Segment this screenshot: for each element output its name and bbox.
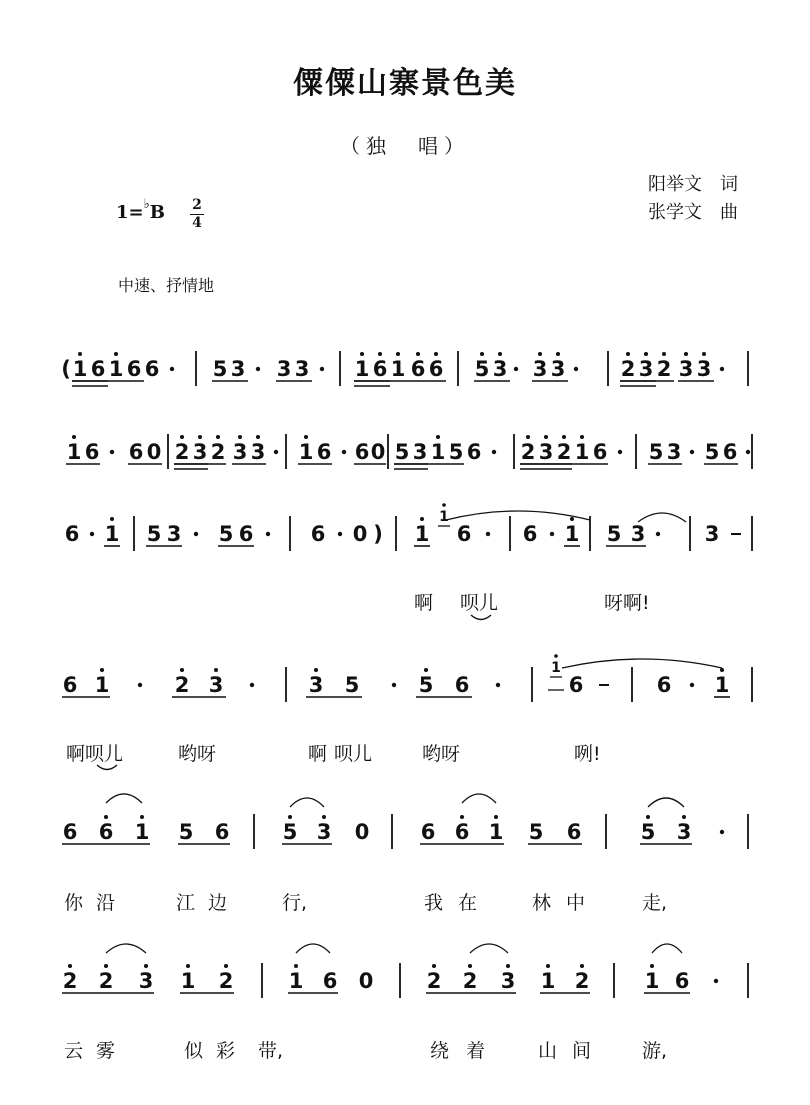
octave-dot-above bbox=[626, 352, 630, 356]
note: 1 bbox=[66, 440, 82, 464]
note: 6 bbox=[144, 357, 160, 381]
note: 1 bbox=[354, 357, 370, 381]
octave-dot-above bbox=[224, 964, 228, 968]
note: 5 bbox=[178, 820, 194, 844]
note: 3 bbox=[638, 357, 654, 381]
note: 1 bbox=[488, 820, 504, 844]
note: 3 bbox=[230, 357, 246, 381]
augmentation-dot bbox=[138, 683, 142, 687]
note: 5 bbox=[218, 522, 234, 546]
note: 5 bbox=[606, 522, 622, 546]
note: 6 bbox=[62, 820, 78, 844]
octave-dot-above bbox=[538, 352, 542, 356]
augmentation-dot bbox=[194, 532, 198, 536]
key-note: B bbox=[149, 202, 165, 223]
note: 3 bbox=[630, 522, 646, 546]
note: 3 bbox=[192, 440, 208, 464]
note: 0 bbox=[358, 969, 374, 993]
note: 6 bbox=[420, 820, 436, 844]
lyric-word: 江 bbox=[176, 892, 196, 914]
octave-dot-above bbox=[110, 517, 114, 521]
note: 2 bbox=[98, 969, 114, 993]
note: 5 bbox=[648, 440, 664, 464]
note: 2 bbox=[556, 440, 572, 464]
note: 6 bbox=[64, 522, 80, 546]
lyric-word: 咧! bbox=[574, 743, 601, 765]
lyric-word: 着 bbox=[466, 1040, 486, 1062]
note: 3 bbox=[308, 673, 324, 697]
note: 6 bbox=[454, 673, 470, 697]
note: 3 bbox=[696, 357, 712, 381]
augmentation-dot bbox=[256, 367, 260, 371]
note: 2 bbox=[656, 357, 672, 381]
augmentation-dot bbox=[392, 683, 396, 687]
note: 1 bbox=[564, 522, 580, 546]
lyric-word: 呗儿 bbox=[334, 743, 373, 765]
note: 6 bbox=[566, 820, 582, 844]
note: 6 bbox=[214, 820, 230, 844]
note: 6 bbox=[62, 673, 78, 697]
octave-dot-above bbox=[256, 435, 260, 439]
octave-dot-above bbox=[100, 668, 104, 672]
octave-dot-above bbox=[662, 352, 666, 356]
note: 3 bbox=[492, 357, 508, 381]
lyric-word: 你 bbox=[64, 892, 84, 914]
octave-dot-above bbox=[114, 352, 118, 356]
note: 1 bbox=[430, 440, 446, 464]
octave-dot-above bbox=[214, 668, 218, 672]
octave-dot-above bbox=[468, 964, 472, 968]
note: 5 bbox=[528, 820, 544, 844]
augmentation-dot bbox=[746, 450, 750, 454]
lyric-word: 啊呗儿 bbox=[66, 743, 124, 765]
lyric-word: 啊 bbox=[414, 592, 434, 614]
octave-dot-above bbox=[294, 964, 298, 968]
octave-dot-above bbox=[288, 815, 292, 819]
slur bbox=[470, 944, 508, 953]
note: 3 bbox=[678, 357, 694, 381]
octave-dot-above bbox=[702, 352, 706, 356]
augmentation-dot bbox=[656, 532, 660, 536]
augmentation-dot bbox=[110, 450, 114, 454]
octave-dot-above bbox=[180, 668, 184, 672]
slur bbox=[562, 659, 722, 668]
note: 1 bbox=[298, 440, 314, 464]
lyric-word: 走, bbox=[642, 892, 668, 914]
lyric-word: 彩 bbox=[216, 1040, 236, 1062]
note: 3 bbox=[250, 440, 266, 464]
octave-dot-above bbox=[682, 815, 686, 819]
octave-dot-above bbox=[104, 815, 108, 819]
note: 5 bbox=[212, 357, 228, 381]
augmentation-dot bbox=[492, 450, 496, 454]
note: 6 bbox=[466, 440, 482, 464]
note: 3 bbox=[208, 673, 224, 697]
note: 5 bbox=[344, 673, 360, 697]
augmentation-dot bbox=[486, 532, 490, 536]
octave-dot-above bbox=[78, 352, 82, 356]
note: 6 bbox=[126, 357, 142, 381]
octave-dot-above bbox=[180, 435, 184, 439]
composer-credit: 张学文 曲 bbox=[648, 202, 738, 223]
octave-dot-above bbox=[420, 517, 424, 521]
flat-sign: ♭ bbox=[143, 197, 150, 212]
notation-symbol: 1 bbox=[439, 509, 449, 525]
key-prefix: 1= bbox=[116, 202, 144, 223]
note: 1 bbox=[574, 440, 590, 464]
note: 5 bbox=[146, 522, 162, 546]
octave-dot-above bbox=[238, 435, 242, 439]
slur bbox=[652, 944, 682, 953]
note: 1 bbox=[714, 673, 730, 697]
note: 1 bbox=[108, 357, 124, 381]
note: 3 bbox=[500, 969, 516, 993]
augmentation-dot bbox=[618, 450, 622, 454]
lyric-word: 哟呀 bbox=[178, 743, 217, 765]
octave-dot-above bbox=[526, 435, 530, 439]
song-title: 僳僳山寨景色美 bbox=[293, 66, 517, 101]
octave-dot-above bbox=[432, 964, 436, 968]
lyric-word: 雾 bbox=[96, 1040, 116, 1062]
octave-dot-above bbox=[480, 352, 484, 356]
slur bbox=[462, 794, 496, 803]
note: 3 bbox=[294, 357, 310, 381]
lyric-word: 边 bbox=[208, 892, 228, 914]
augmentation-dot bbox=[274, 450, 278, 454]
lyric-word: 中 bbox=[566, 892, 586, 914]
augmentation-dot bbox=[338, 532, 342, 536]
note: 3 bbox=[166, 522, 182, 546]
augmentation-dot bbox=[320, 367, 324, 371]
octave-dot-above bbox=[436, 435, 440, 439]
lyric-word: 带, bbox=[258, 1040, 284, 1062]
note: 6 bbox=[90, 357, 106, 381]
note: 3 bbox=[316, 820, 332, 844]
note: 6 bbox=[238, 522, 254, 546]
augmentation-dot bbox=[690, 450, 694, 454]
note: 2 bbox=[462, 969, 478, 993]
note: 6 bbox=[410, 357, 426, 381]
note: 5 bbox=[704, 440, 720, 464]
octave-dot-above bbox=[546, 964, 550, 968]
note: 6 bbox=[372, 357, 388, 381]
augmentation-dot bbox=[714, 979, 718, 983]
slur bbox=[446, 511, 590, 520]
augmentation-dot bbox=[170, 367, 174, 371]
note: 5 bbox=[640, 820, 656, 844]
lyric-word: 我 bbox=[424, 892, 444, 914]
note: 1 bbox=[94, 673, 110, 697]
note: 6 bbox=[656, 673, 672, 697]
lyric-word: 啊 bbox=[308, 743, 328, 765]
note: 3 bbox=[232, 440, 248, 464]
grace-dot bbox=[442, 503, 446, 507]
note: 5 bbox=[394, 440, 410, 464]
octave-dot-above bbox=[544, 435, 548, 439]
octave-dot-above bbox=[378, 352, 382, 356]
octave-dot-above bbox=[684, 352, 688, 356]
octave-dot-above bbox=[416, 352, 420, 356]
notation-symbol: 1 bbox=[551, 660, 561, 676]
slur bbox=[638, 513, 686, 522]
octave-dot-above bbox=[720, 668, 724, 672]
note: 6 bbox=[592, 440, 608, 464]
note: 5 bbox=[282, 820, 298, 844]
octave-dot-above bbox=[72, 435, 76, 439]
note: 1 bbox=[288, 969, 304, 993]
note: 6 bbox=[310, 522, 326, 546]
octave-dot-above bbox=[216, 435, 220, 439]
octave-dot-above bbox=[498, 352, 502, 356]
note: 6 bbox=[322, 969, 338, 993]
note: 0 bbox=[370, 440, 386, 464]
note: 6 bbox=[354, 440, 370, 464]
notation-symbol: ) bbox=[373, 522, 383, 546]
octave-dot-above bbox=[460, 815, 464, 819]
note: 6 bbox=[456, 522, 472, 546]
note: 0 bbox=[352, 522, 368, 546]
note: 0 bbox=[146, 440, 162, 464]
note: 6 bbox=[84, 440, 100, 464]
note: 5 bbox=[448, 440, 464, 464]
note: 6 bbox=[722, 440, 738, 464]
lyric-word: 间 bbox=[572, 1040, 592, 1062]
augmentation-dot bbox=[690, 683, 694, 687]
lyric-word: 行, bbox=[282, 892, 308, 914]
augmentation-dot bbox=[550, 532, 554, 536]
octave-dot-above bbox=[360, 352, 364, 356]
octave-dot-above bbox=[104, 964, 108, 968]
note: 3 bbox=[704, 522, 720, 546]
time-denominator: 4 bbox=[192, 215, 202, 231]
octave-dot-above bbox=[304, 435, 308, 439]
note: 2 bbox=[218, 969, 234, 993]
note: 6 bbox=[674, 969, 690, 993]
time-numerator: 2 bbox=[192, 197, 202, 213]
lyric-word: 云 bbox=[64, 1040, 84, 1062]
lyricist-credit: 阳举文 词 bbox=[648, 174, 738, 195]
augmentation-dot bbox=[342, 450, 346, 454]
lyric-word: 哟呀 bbox=[422, 743, 461, 765]
slur bbox=[296, 944, 330, 953]
octave-dot-above bbox=[644, 352, 648, 356]
augmentation-dot bbox=[720, 830, 724, 834]
note: 6 bbox=[98, 820, 114, 844]
note: 5 bbox=[474, 357, 490, 381]
octave-dot-above bbox=[580, 435, 584, 439]
note: 3 bbox=[666, 440, 682, 464]
note: 5 bbox=[418, 673, 434, 697]
octave-dot-above bbox=[186, 964, 190, 968]
note: 6 bbox=[454, 820, 470, 844]
octave-dot-above bbox=[562, 435, 566, 439]
lyric-word: 林 bbox=[532, 892, 552, 914]
note: 1 bbox=[390, 357, 406, 381]
octave-dot-above bbox=[396, 352, 400, 356]
lyric-word: 似 bbox=[184, 1040, 204, 1062]
lyric-word: 绕 bbox=[430, 1040, 450, 1062]
octave-dot-above bbox=[198, 435, 202, 439]
note: 2 bbox=[574, 969, 590, 993]
note: 1 bbox=[540, 969, 556, 993]
lyric-word: 山 bbox=[538, 1040, 558, 1062]
note: 1 bbox=[134, 820, 150, 844]
lyric-word: 呀啊! bbox=[604, 592, 650, 614]
note: 6 bbox=[128, 440, 144, 464]
lyric-word: 游, bbox=[642, 1040, 668, 1062]
octave-dot-above bbox=[322, 815, 326, 819]
note: 3 bbox=[532, 357, 548, 381]
augmentation-dot bbox=[266, 532, 270, 536]
note: 2 bbox=[174, 440, 190, 464]
augmentation-dot bbox=[90, 532, 94, 536]
note: 3 bbox=[550, 357, 566, 381]
note: 3 bbox=[676, 820, 692, 844]
octave-dot-above bbox=[556, 352, 560, 356]
note: 1 bbox=[72, 357, 88, 381]
note: 2 bbox=[520, 440, 536, 464]
octave-dot-above bbox=[314, 668, 318, 672]
performance-note: （独 唱） bbox=[340, 134, 470, 158]
slur bbox=[106, 944, 146, 953]
note: 1 bbox=[644, 969, 660, 993]
note: 2 bbox=[210, 440, 226, 464]
octave-dot-above bbox=[646, 815, 650, 819]
augmentation-dot bbox=[496, 683, 500, 687]
note: 2 bbox=[620, 357, 636, 381]
slur bbox=[290, 798, 324, 807]
note: 2 bbox=[62, 969, 78, 993]
octave-dot-above bbox=[494, 815, 498, 819]
lyric-word: 沿 bbox=[96, 892, 116, 914]
octave-dot-above bbox=[424, 668, 428, 672]
augmentation-dot bbox=[514, 367, 518, 371]
note: 3 bbox=[276, 357, 292, 381]
lyric-word: 呗儿 bbox=[460, 592, 499, 614]
slur bbox=[648, 798, 684, 807]
octave-dot-above bbox=[68, 964, 72, 968]
octave-dot-above bbox=[570, 517, 574, 521]
note: 1 bbox=[104, 522, 120, 546]
lyric-word: 在 bbox=[458, 892, 478, 914]
octave-dot-above bbox=[434, 352, 438, 356]
note: 3 bbox=[138, 969, 154, 993]
grace-dot bbox=[554, 654, 558, 658]
augmentation-dot bbox=[250, 683, 254, 687]
octave-dot-above bbox=[650, 964, 654, 968]
note: 6 bbox=[568, 673, 584, 697]
notation-symbol: ( bbox=[61, 357, 71, 381]
tempo-marking: 中速、抒情地 bbox=[118, 276, 215, 295]
note: 1 bbox=[180, 969, 196, 993]
note: 6 bbox=[428, 357, 444, 381]
note: 3 bbox=[538, 440, 554, 464]
note: 6 bbox=[316, 440, 332, 464]
note: 1 bbox=[414, 522, 430, 546]
note: 0 bbox=[354, 820, 370, 844]
octave-dot-above bbox=[140, 815, 144, 819]
note: 3 bbox=[412, 440, 428, 464]
octave-dot-above bbox=[144, 964, 148, 968]
note: 2 bbox=[174, 673, 190, 697]
octave-dot-above bbox=[506, 964, 510, 968]
slur bbox=[106, 794, 142, 803]
augmentation-dot bbox=[574, 367, 578, 371]
augmentation-dot bbox=[720, 367, 724, 371]
octave-dot-above bbox=[580, 964, 584, 968]
note: 6 bbox=[522, 522, 538, 546]
note: 2 bbox=[426, 969, 442, 993]
